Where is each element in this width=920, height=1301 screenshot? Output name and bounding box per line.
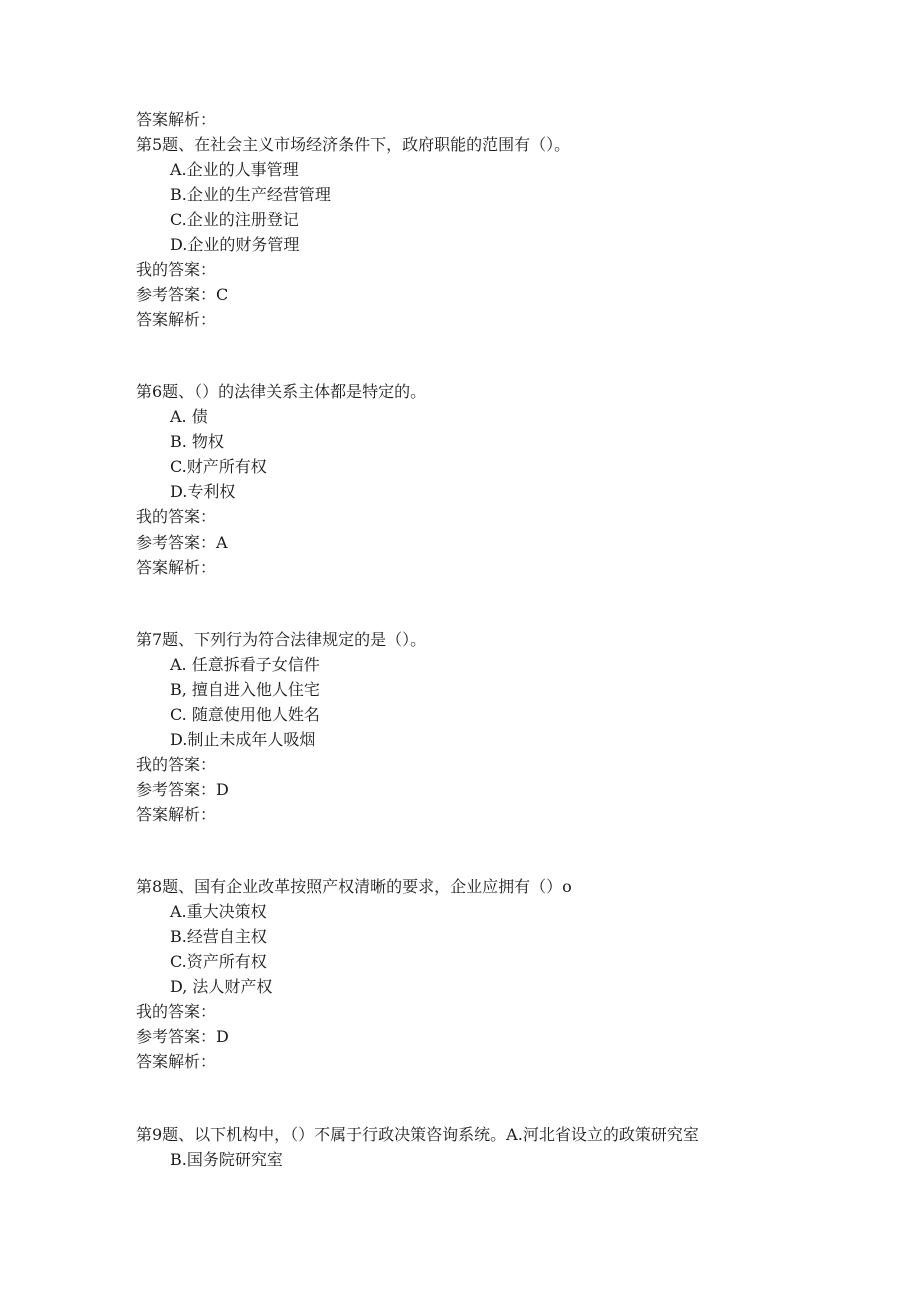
question-8-analysis: 答案解析：: [136, 1052, 217, 1071]
question-5-stem: 第5题、在社会主义市场经济条件下，政府职能的范围有（）。: [136, 135, 571, 154]
question-5-option-c: C.企业的注册登记: [170, 210, 299, 229]
question-7-option-d: D.制止未成年人吸烟: [170, 730, 316, 749]
question-8-my-answer: 我的答案：: [136, 1002, 217, 1021]
question-6-my-answer: 我的答案：: [136, 507, 217, 526]
question-8-option-c: C.资产所有权: [170, 952, 267, 971]
question-5-analysis: 答案解析：: [136, 310, 217, 329]
question-7-option-c: C. 随意使用他人姓名: [170, 705, 320, 724]
question-8-reference-answer: 参考答案：D: [136, 1027, 229, 1046]
question-5-my-answer: 我的答案：: [136, 260, 217, 279]
question-7-my-answer: 我的答案：: [136, 755, 217, 774]
question-7-reference-answer: 参考答案：D: [136, 780, 229, 799]
question-9-stem: 第9题、以下机构中，（）不属于行政决策咨询系统。A.河北省设立的政策研究室: [136, 1125, 699, 1144]
question-7-option-b: B, 擅自进入他人住宅: [170, 680, 320, 699]
question-6-option-a: A. 债: [170, 407, 208, 426]
question-5-option-b: B.企业的生产经营管理: [170, 185, 331, 204]
question-8-option-d: D, 法人财产权: [170, 977, 273, 996]
question-9-option-b: B.国务院研究室: [170, 1150, 283, 1169]
question-7-stem: 第7题、下列行为符合法律规定的是（）。: [136, 630, 427, 649]
question-6-option-c: C.财产所有权: [170, 457, 267, 476]
question-7-option-a: A. 任意拆看子女信件: [170, 655, 320, 674]
question-6-option-b: B. 物权: [170, 432, 224, 451]
question-8-option-a: A.重大决策权: [170, 902, 267, 921]
question-6-option-d: D.专利权: [170, 482, 236, 501]
question-7-analysis: 答案解析：: [136, 805, 217, 824]
answer-analysis-label: 答案解析：: [136, 110, 217, 129]
question-6-stem: 第6题、（）的法律关系主体都是特定的。: [136, 382, 427, 401]
question-8-stem: 第8题、国有企业改革按照产权清晰的要求，企业应拥有（）o: [136, 877, 572, 896]
question-5-reference-answer: 参考答案：C: [136, 285, 229, 304]
question-6-reference-answer: 参考答案：A: [136, 533, 228, 552]
question-8-option-b: B.经营自主权: [170, 927, 267, 946]
question-5-option-a: A.企业的人事管理: [170, 160, 299, 179]
question-5-option-d: D.企业的财务管理: [170, 235, 300, 254]
question-6-analysis: 答案解析：: [136, 558, 217, 577]
